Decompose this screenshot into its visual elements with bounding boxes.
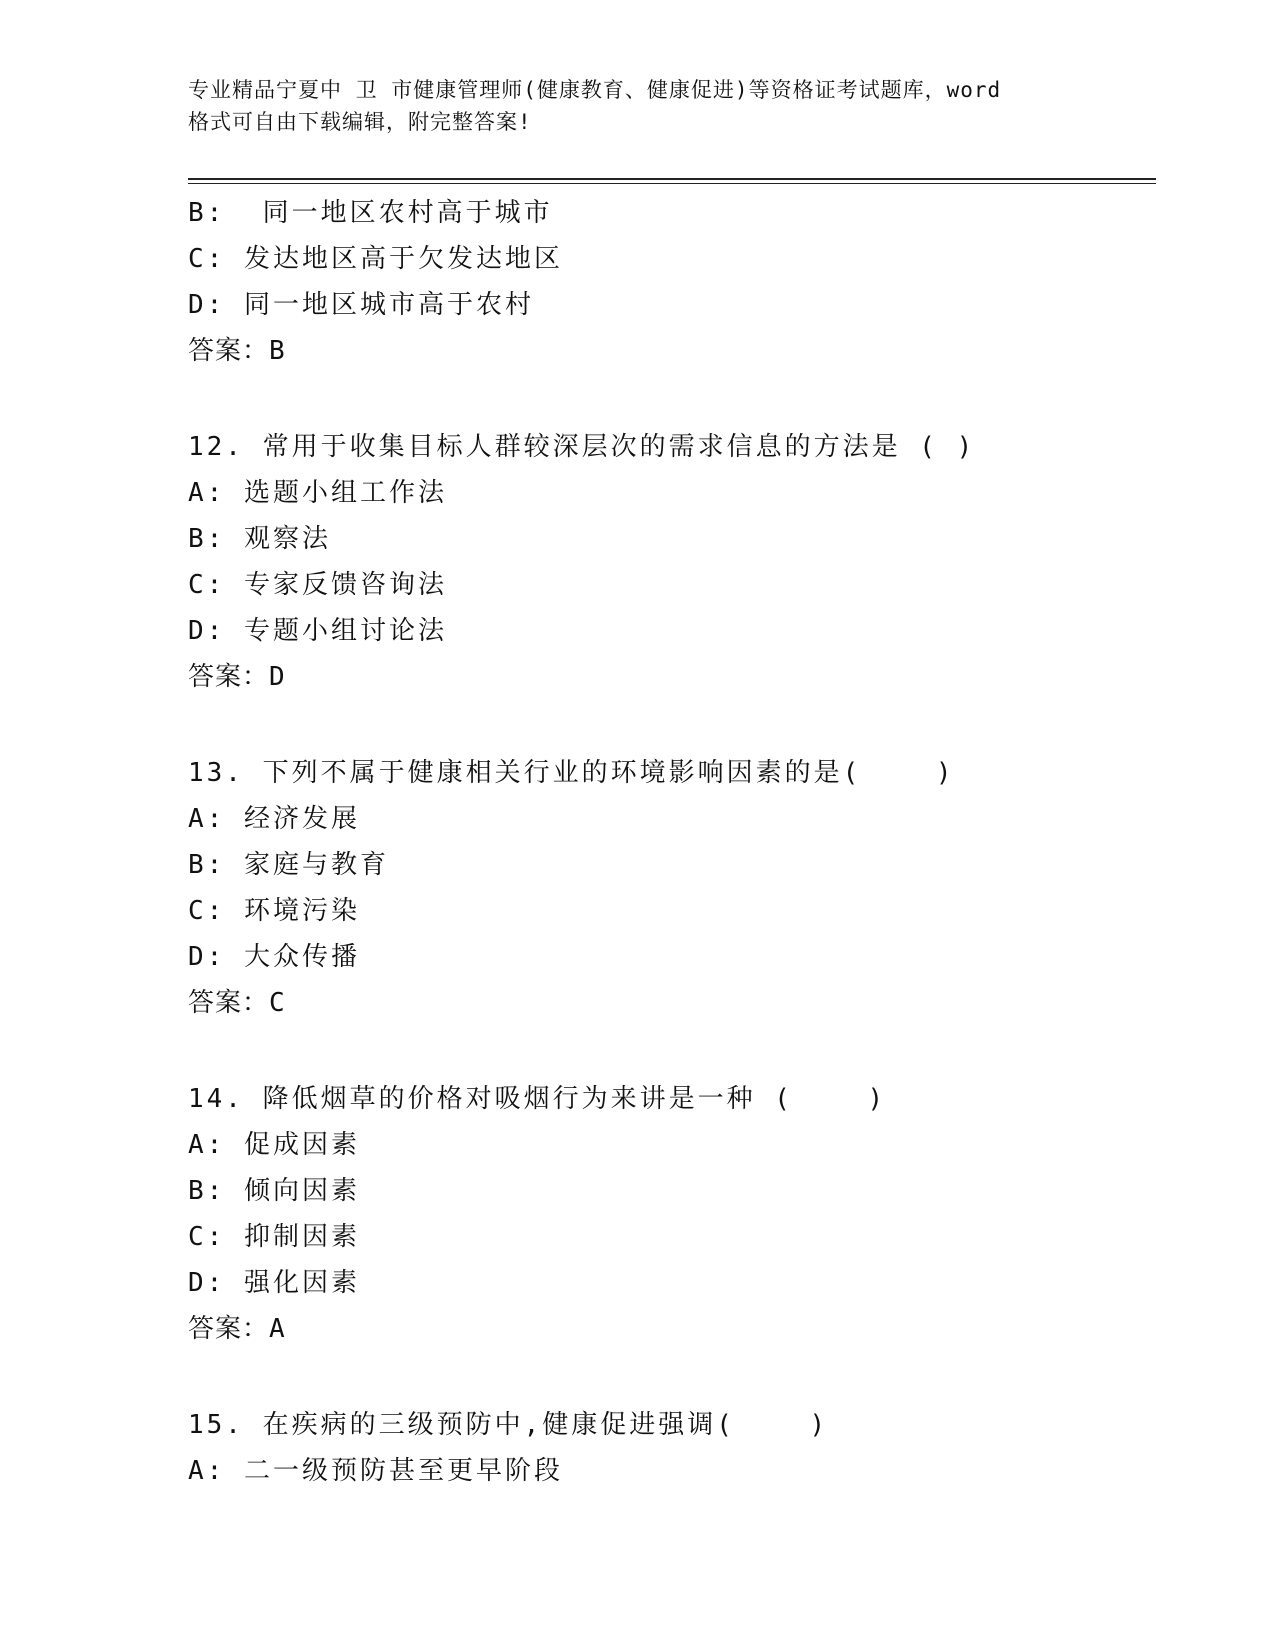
- question-12: [188, 424, 1156, 700]
- question-13: [188, 750, 1156, 1026]
- option-a: A: 经济发展: [188, 804, 360, 834]
- answer: 答案：D: [188, 662, 286, 692]
- question-11-fragment: [188, 190, 1156, 374]
- option-a: A: 选题小组工作法: [188, 478, 447, 508]
- header-line-2: 格式可自由下载编辑，附完整答案!: [188, 110, 532, 134]
- option-b: B: 倾向因素: [188, 1176, 360, 1206]
- question-15: [188, 1402, 1156, 1494]
- option-b: B: 家庭与教育: [188, 850, 389, 880]
- option-b: B: 同一地区农村高于城市: [188, 198, 553, 228]
- question-stem: 15. 在疾病的三级预防中,健康促进强调( ): [188, 1410, 829, 1440]
- option-c: C: 抑制因素: [188, 1222, 360, 1252]
- answer: 答案：A: [188, 1314, 286, 1344]
- question-stem: 12. 常用于收集目标人群较深层次的需求信息的方法是 ( ): [188, 432, 976, 462]
- header-line-1: 专业精品宁夏中 卫 市健康管理师(健康教育、健康促进)等资格证考试题库，word: [188, 78, 1002, 102]
- option-c: C: 专家反馈咨询法: [188, 570, 447, 600]
- option-c: C: 环境污染: [188, 896, 360, 926]
- question-stem: 14. 降低烟草的价格对吸烟行为来讲是一种 ( ): [188, 1084, 887, 1114]
- header-divider-thick: [188, 178, 1156, 180]
- option-d: D: 同一地区城市高于农村: [188, 290, 534, 320]
- answer: 答案：B: [188, 336, 286, 366]
- option-b: B: 观察法: [188, 524, 331, 554]
- question-stem: 13. 下列不属于健康相关行业的环境影响因素的是( ): [188, 758, 955, 788]
- option-a: A: 促成因素: [188, 1130, 360, 1160]
- option-d: D: 强化因素: [188, 1268, 360, 1298]
- document-header: [188, 74, 1088, 138]
- question-14: [188, 1076, 1156, 1352]
- option-a: A: 二一级预防甚至更早阶段: [188, 1456, 563, 1486]
- option-d: D: 大众传播: [188, 942, 360, 972]
- option-d: D: 专题小组讨论法: [188, 616, 447, 646]
- option-c: C: 发达地区高于欠发达地区: [188, 244, 563, 274]
- answer: 答案：C: [188, 988, 286, 1018]
- question-list: [188, 190, 1156, 1494]
- header-divider-thin: [188, 183, 1156, 184]
